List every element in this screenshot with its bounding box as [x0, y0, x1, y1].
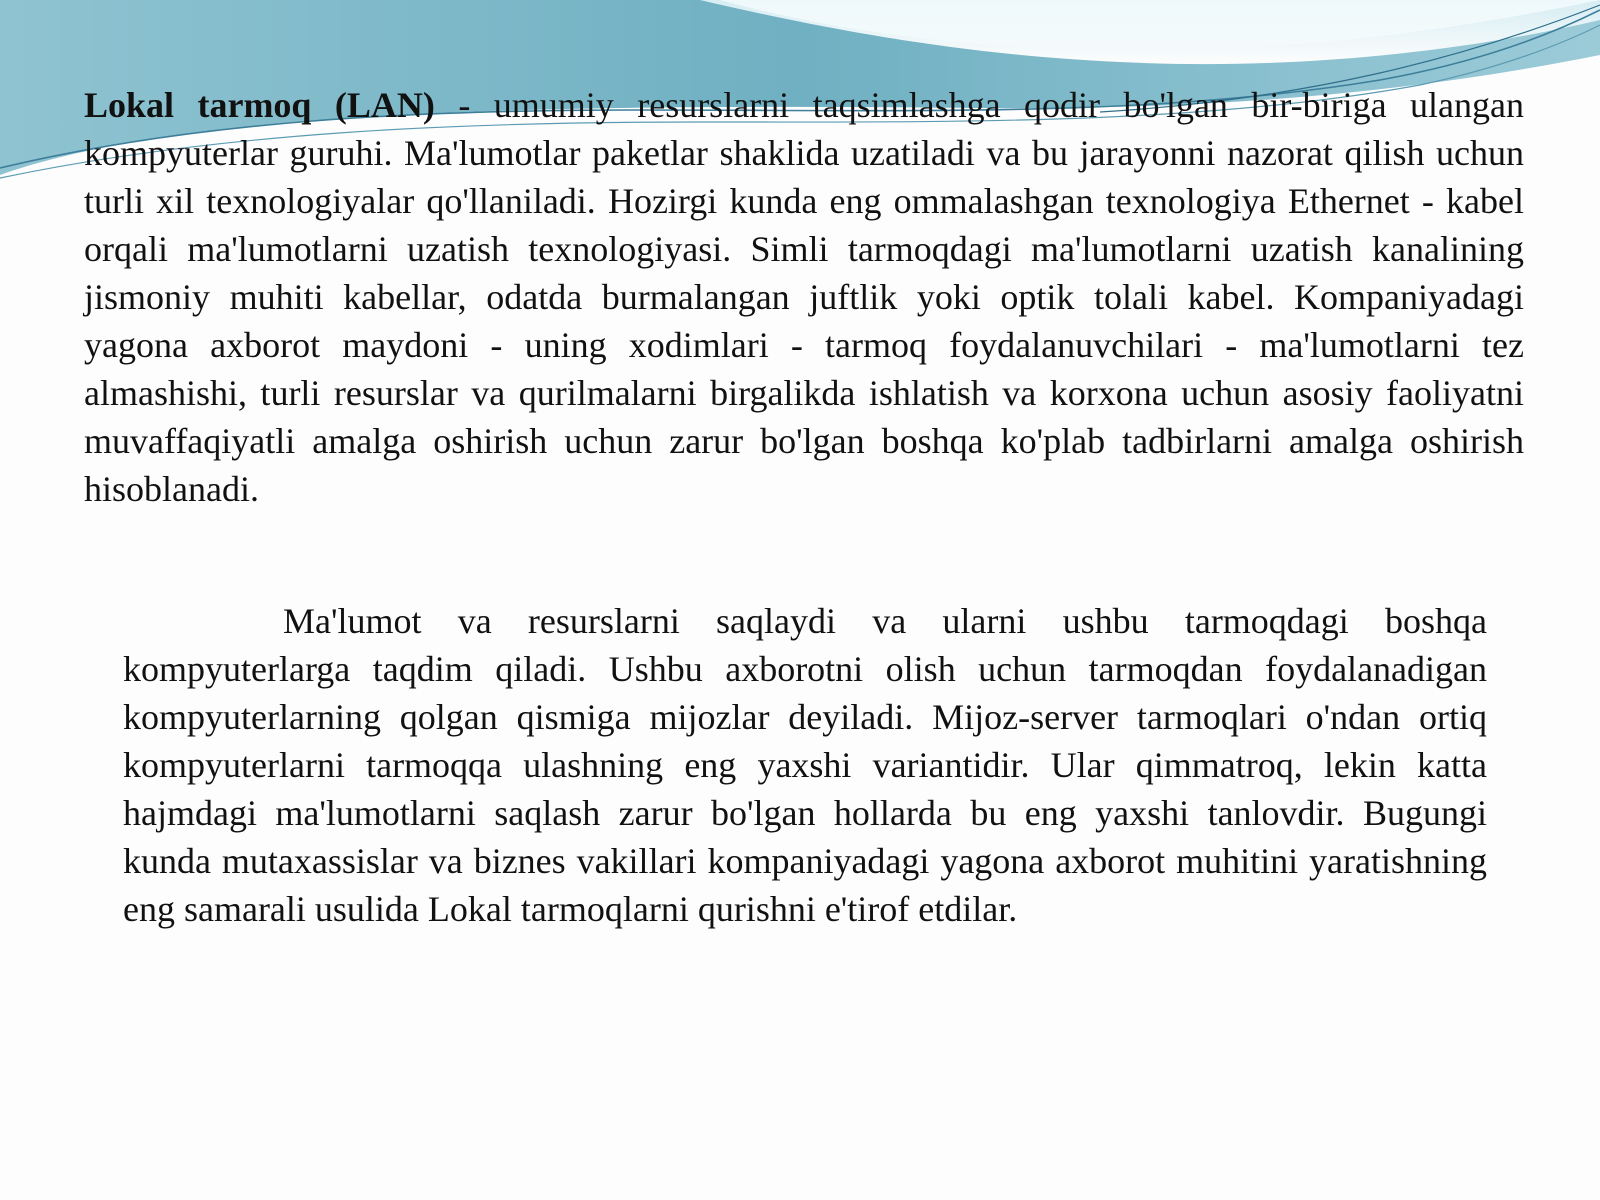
- paragraph-2-body: Ma'lumot va resurslarni saqlaydi va ularni ushbu tarmoqdagi boshqa kompyuterlarga taqdim qiladi. Ushbu axborotni olish uchun tarmoqdan foydalanadigan kompyuterlarning qolgan qismiga mijozlar deyiladi. Mijoz-server tarmoqlari o'ndan ortiq kompyuterlarni tarmoqqa ulashning eng yaxshi variantidir. Ular qimmatroq, lekin katta hajmdagi ma'lumotlarni saqlash zarur bo'lgan hollarda bu eng yaxshi tanlovdir. Bugungi kunda mutaxassislar va biznes vakillari kompaniyadagi yagona axborot muhitini yaratishning eng samarali usulida Lokal tarmoqlarni qurishni e'tirof etdilar.: [123, 601, 1487, 929]
- paragraph-client-server: [123, 597, 1487, 933]
- paragraph-1-body: - umumiy resurslarni taqsimlashga qodir bo'lgan bir-biriga ulangan kompyuterlar guruhi. Ma'lumotlar paketlar shaklida uzatiladi va bu jarayonni nazorat qilish uchun turli xil texnologiyalar qo'llaniladi. Hozirgi kunda eng ommalashgan texnologiya Ethernet - kabel orqali ma'lumotlarni uzatish texnologiyasi. Simli tarmoqdagi ma'lumotlarni uzatish kanalining jismoniy muhiti kabellar, odatda burmalangan juftlik yoki optik tolali kabel. Kompaniyadagi yagona axborot maydoni - uning xodimlari - tarmoq foydalanuvchilari - ma'lumotlarni tez almashishi, turli resurslar va qurilmalarni birgalikda ishlatish va korxona uchun asosiy faoliyatni muvaffaqiyatli amalga oshirish uchun zarur bo'lgan boshqa ko'plab tadbirlarni amalga oshirish hisoblanadi.: [84, 85, 1524, 509]
- paragraph-lan-definition: [84, 81, 1524, 513]
- term-lokal-tarmoq: Lokal tarmoq (LAN): [84, 85, 435, 125]
